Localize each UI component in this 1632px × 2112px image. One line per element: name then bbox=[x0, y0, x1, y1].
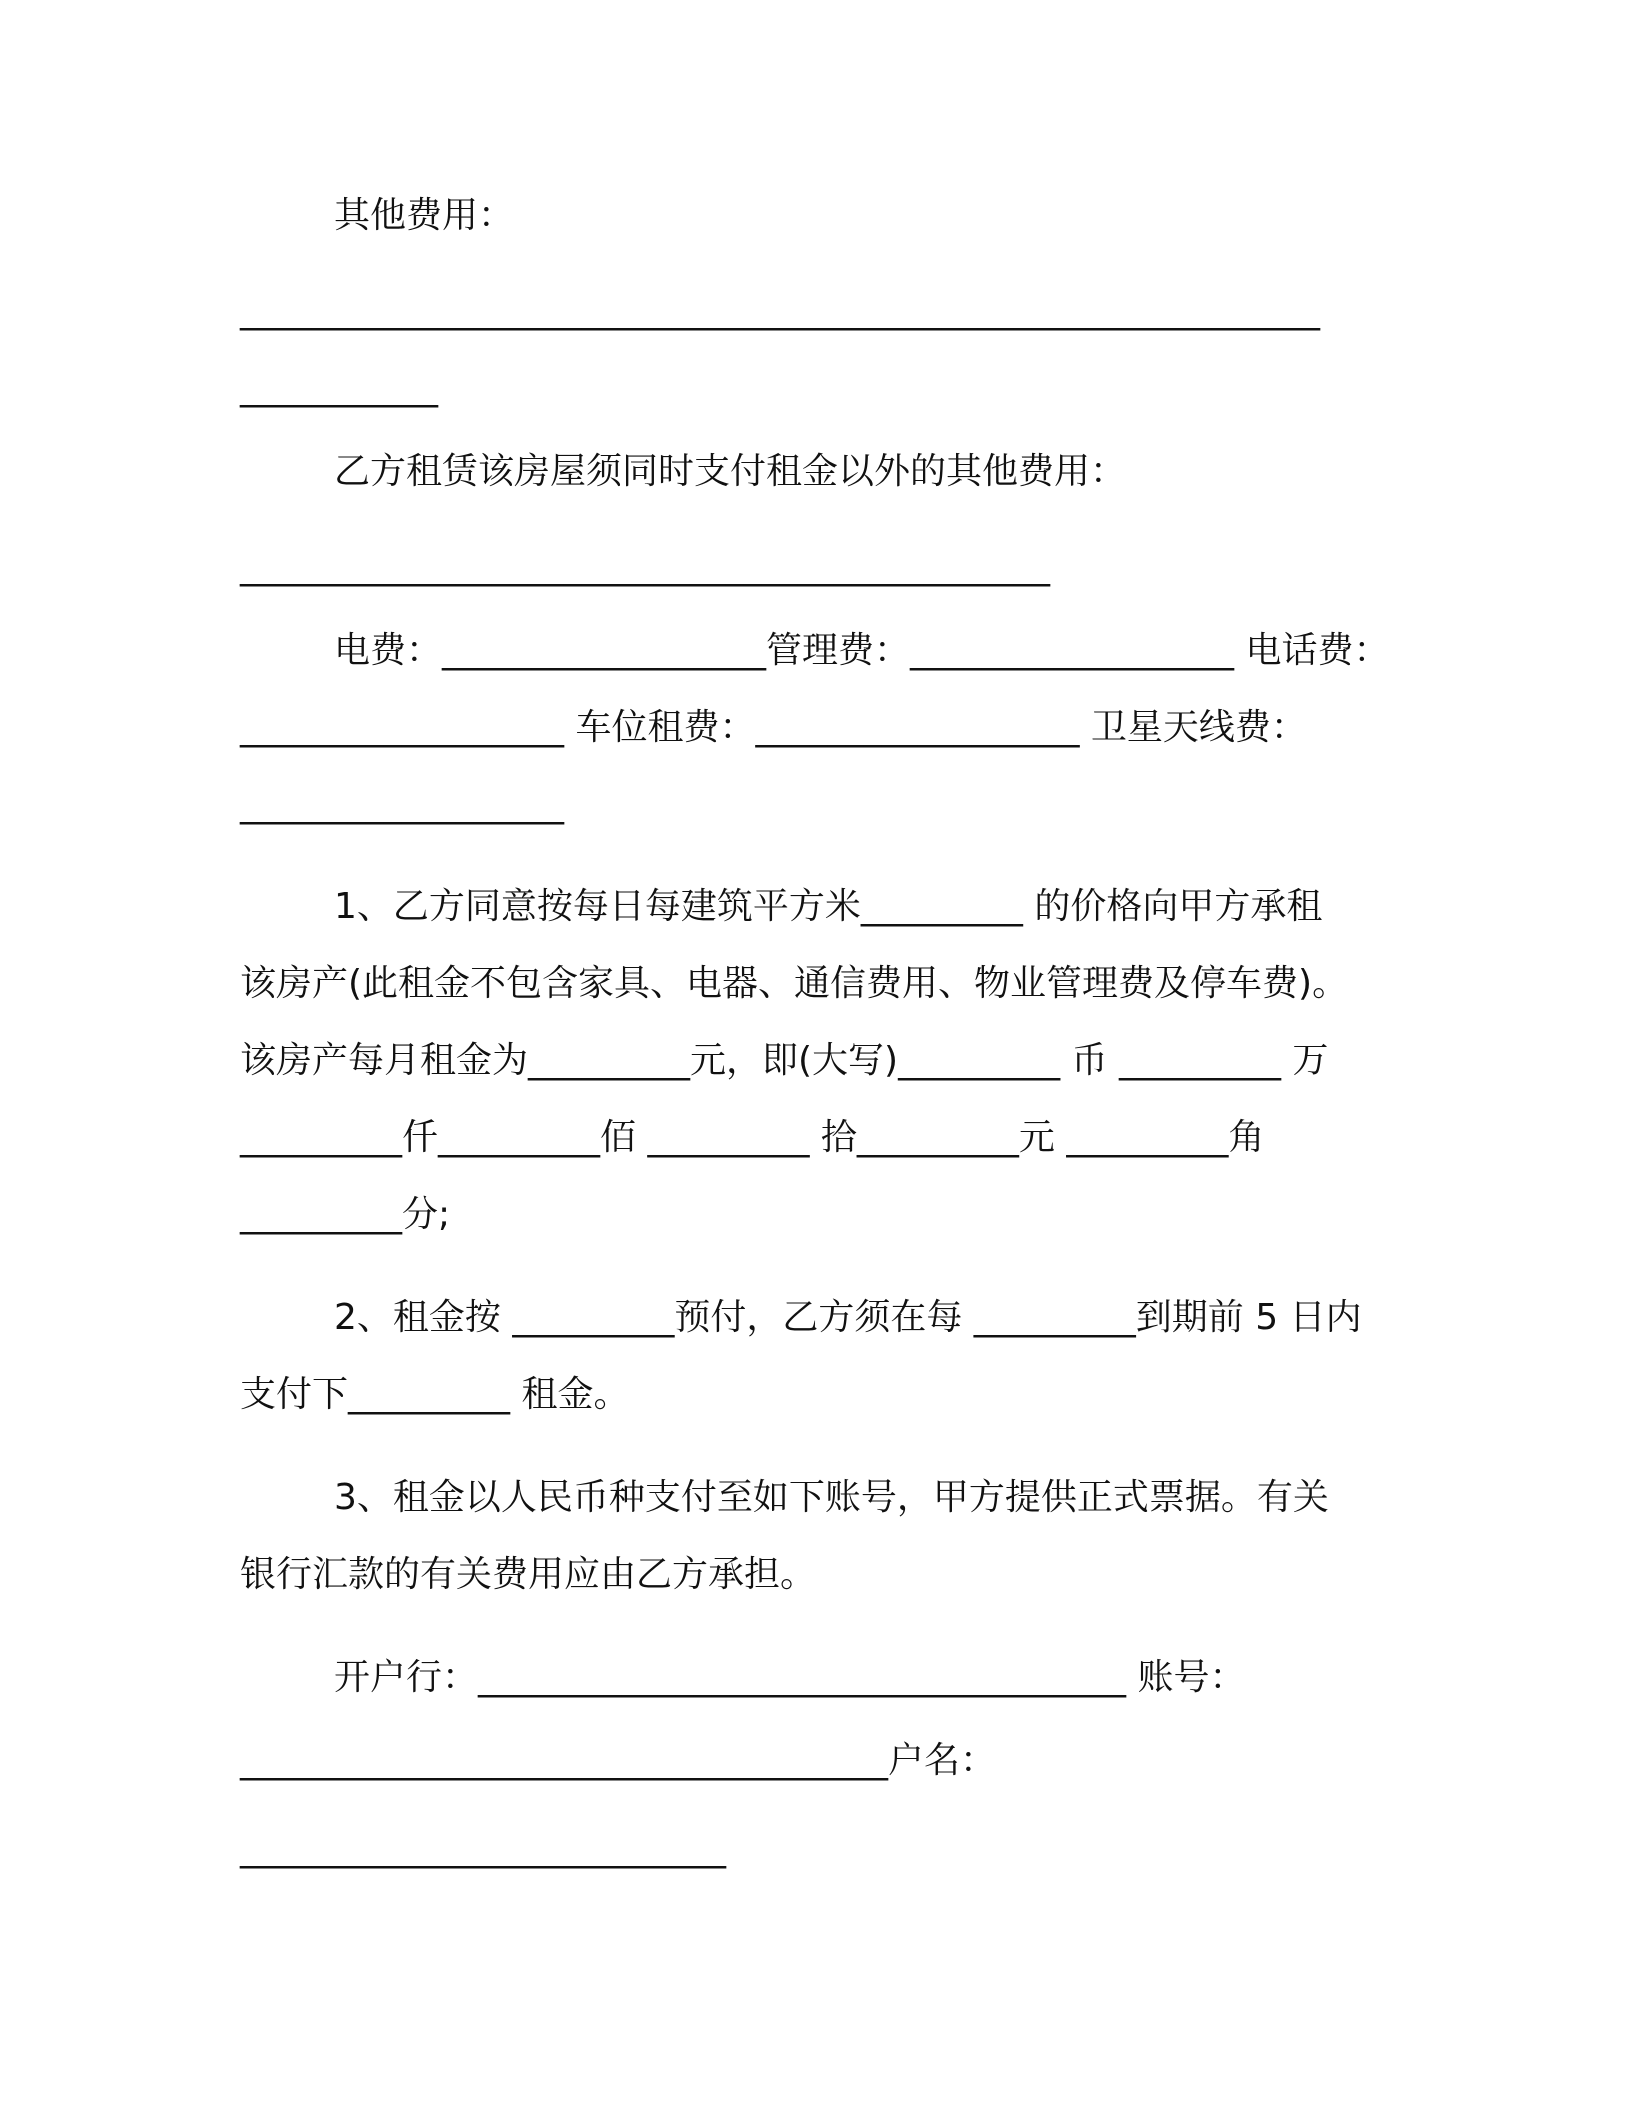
fill-blank-line: ___________________________ bbox=[240, 1828, 726, 1869]
clause-2-line-2: 支付下_________ 租金。 bbox=[240, 1374, 630, 1415]
clause-1-line-2: 该房产(此租金不包含家具、电器、通信费用、物业管理费及停车费)。 bbox=[240, 963, 1349, 1004]
fee-items-line-1: 电费：__________________管理费：__________________ 电话费： bbox=[334, 630, 1390, 671]
clause-1-line-4: _________仟_________佰 _________ 拾_________元 _________角 bbox=[240, 1117, 1265, 1158]
clause-3-line-1: 3、租金以人民币种支付至如下账号，甲方提供正式票据。有关 bbox=[334, 1477, 1329, 1518]
account-name-line: ____________________________________户名： bbox=[240, 1740, 997, 1781]
tenant-other-fees-text: 乙方租赁该房屋须同时支付租金以外的其他费用： bbox=[334, 451, 1127, 492]
clause-1-line-1: 1、乙方同意按每日每建筑平方米_________ 的价格向甲方承租 bbox=[334, 886, 1323, 927]
fee-items-line-2: __________________ 车位租费：__________________ 卫星天线费： bbox=[240, 707, 1307, 748]
fill-blank-line: __________________ bbox=[240, 784, 564, 825]
fill-blank-line: ____________________________________________________________ bbox=[240, 290, 1320, 331]
other-fees-heading: 其他费用： bbox=[334, 195, 515, 236]
clause-3-line-2: 银行汇款的有关费用应由乙方承担。 bbox=[240, 1554, 817, 1595]
bank-account-line: 开户行：____________________________________ 账号： bbox=[334, 1657, 1246, 1698]
fill-blank-line: _____________________________________________ bbox=[240, 546, 1050, 587]
clause-1-line-3: 该房产每月租金为_________元，即(大写)_________ 币 _________ 万 bbox=[240, 1040, 1329, 1081]
clause-2-line-1: 2、租金按 _________预付，乙方须在每 _________到期前 5 日内 bbox=[334, 1297, 1362, 1338]
fill-blank-line: ___________ bbox=[240, 367, 438, 408]
clause-1-line-5: _________分; bbox=[240, 1194, 451, 1235]
